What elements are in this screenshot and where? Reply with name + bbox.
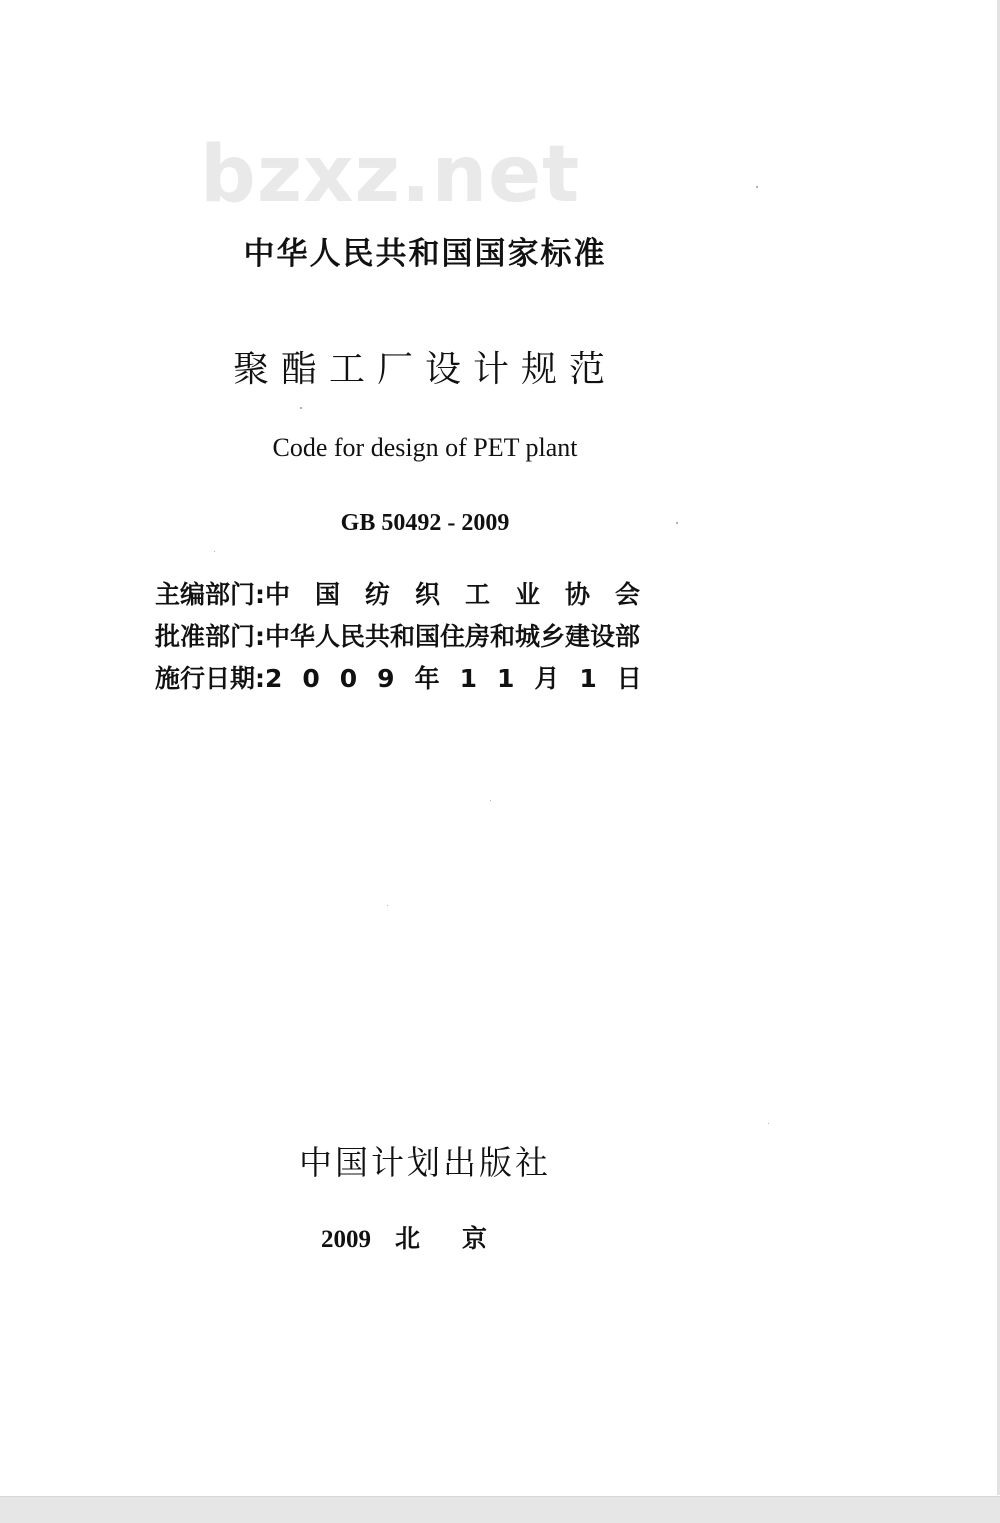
scan-speck bbox=[756, 186, 758, 188]
scan-speck bbox=[768, 1123, 769, 1124]
chief-editor-line bbox=[155, 577, 700, 613]
scan-speck bbox=[214, 551, 215, 552]
effective-date-value: 2009年11月1日 bbox=[265, 664, 662, 693]
watermark-text: bzxz.net bbox=[200, 130, 581, 220]
approval-label: 批准部门: bbox=[155, 622, 265, 651]
chief-editor-value: 中国纺织工业协会 bbox=[265, 580, 666, 609]
effective-date-label: 施行日期: bbox=[155, 664, 265, 693]
publisher-name: 中国计划出版社 bbox=[299, 1143, 551, 1182]
scan-speck bbox=[300, 407, 302, 409]
scan-speck bbox=[387, 905, 388, 906]
title-chinese: 聚酯工厂设计规范 bbox=[232, 349, 617, 390]
publication-place bbox=[0, 1222, 850, 1258]
scan-speck bbox=[490, 800, 491, 801]
standard-code: GB 50492 - 2009 bbox=[340, 510, 510, 536]
standard-heading: 中华人民共和国国家标准 bbox=[243, 236, 607, 272]
publication-year: 2009 bbox=[320, 1226, 371, 1253]
approval-line bbox=[155, 619, 700, 655]
effective-date-line bbox=[155, 661, 700, 697]
approval-value: 中华人民共和国住房和城乡建设部 bbox=[265, 622, 641, 651]
title-english: Code for design of PET plant bbox=[272, 433, 578, 462]
chief-editor-label: 主编部门: bbox=[155, 580, 265, 609]
viewer-bottom-band bbox=[0, 1496, 1000, 1523]
scan-speck bbox=[676, 522, 678, 524]
publication-city: 北京 bbox=[394, 1226, 529, 1253]
